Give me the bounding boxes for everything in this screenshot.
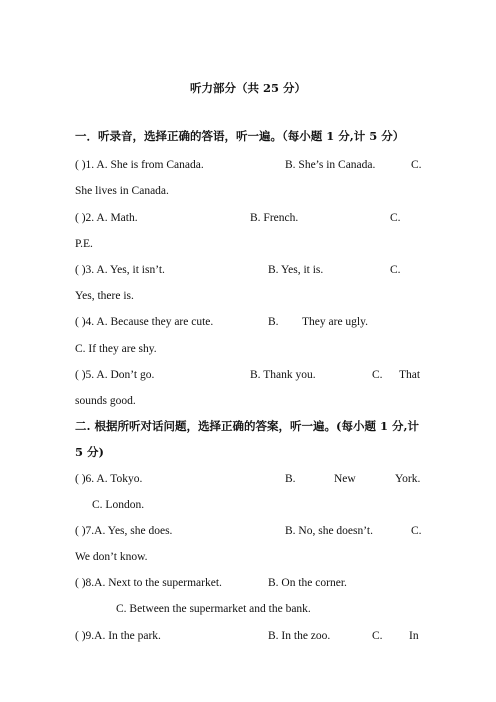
q4-option-c: C. If they are shy. (75, 343, 157, 355)
q8-option-c: C. Between the supermarket and the bank. (116, 603, 311, 615)
q9-option-c-start: In (409, 630, 419, 642)
q7-option-b: B. No, she doesn’t. (285, 525, 373, 537)
section1-heading: 一．听录音，选择正确的答语，听一遍。（每小题 1 分,计 5 分） (75, 129, 405, 143)
q5-option-a: ( )5. A. Don’t go. (75, 369, 155, 381)
q4-option-b: They are ugly. (302, 316, 368, 328)
q6-option-b-end: York. (395, 473, 421, 485)
q3-option-b: B. Yes, it is. (268, 264, 324, 276)
q6-option-b: New (334, 473, 356, 485)
section2-heading: 二. 根据所听对话问题，选择正确的答案，听一遍。(每小题 1 分,计 (75, 419, 419, 433)
q1-option-c: She lives in Canada. (75, 185, 169, 197)
q9-option-b: B. In the zoo. (268, 630, 331, 642)
q2-option-a: ( )2. A. Math. (75, 212, 138, 224)
q5-option-b: B. Thank you. (250, 369, 316, 381)
q6-option-b-label: B. (285, 473, 296, 485)
q7-option-c-label: C. (411, 525, 422, 537)
q7-option-c: We don’t know. (75, 551, 148, 563)
q7-option-a: ( )7.A. Yes, she does. (75, 525, 173, 537)
q1-option-c-label: C. (411, 159, 422, 171)
q8-option-b: B. On the corner. (268, 577, 347, 589)
q5-option-c-start: That (399, 369, 421, 381)
q9-option-a: ( )9.A. In the park. (75, 630, 161, 642)
q4-option-b-label: B. (268, 316, 279, 328)
q4-option-a: ( )4. A. Because they are cute. (75, 316, 214, 328)
q2-option-b: B. French. (250, 212, 299, 224)
page-title: 听力部分（共 25 分） (190, 81, 307, 95)
q3-option-c-label: C. (390, 264, 401, 276)
q1-option-a: ( )1. A. She is from Canada. (75, 159, 204, 171)
q6-option-a: ( )6. A. Tokyo. (75, 473, 143, 485)
q2-option-c: P.E. (75, 238, 93, 250)
q5-option-c: sounds good. (75, 395, 136, 407)
q5-option-c-label: C. (372, 369, 383, 381)
q3-option-a: ( )3. A. Yes, it isn’t. (75, 264, 165, 276)
q9-option-c-label: C. (372, 630, 383, 642)
q1-option-b: B. She’s in Canada. (285, 159, 376, 171)
q2-option-c-label: C. (390, 212, 401, 224)
section2-heading-cont: 5 分) (75, 445, 104, 459)
q3-option-c: Yes, there is. (75, 290, 134, 302)
q6-option-c: C. London. (92, 499, 145, 511)
q8-option-a: ( )8.A. Next to the supermarket. (75, 577, 222, 589)
